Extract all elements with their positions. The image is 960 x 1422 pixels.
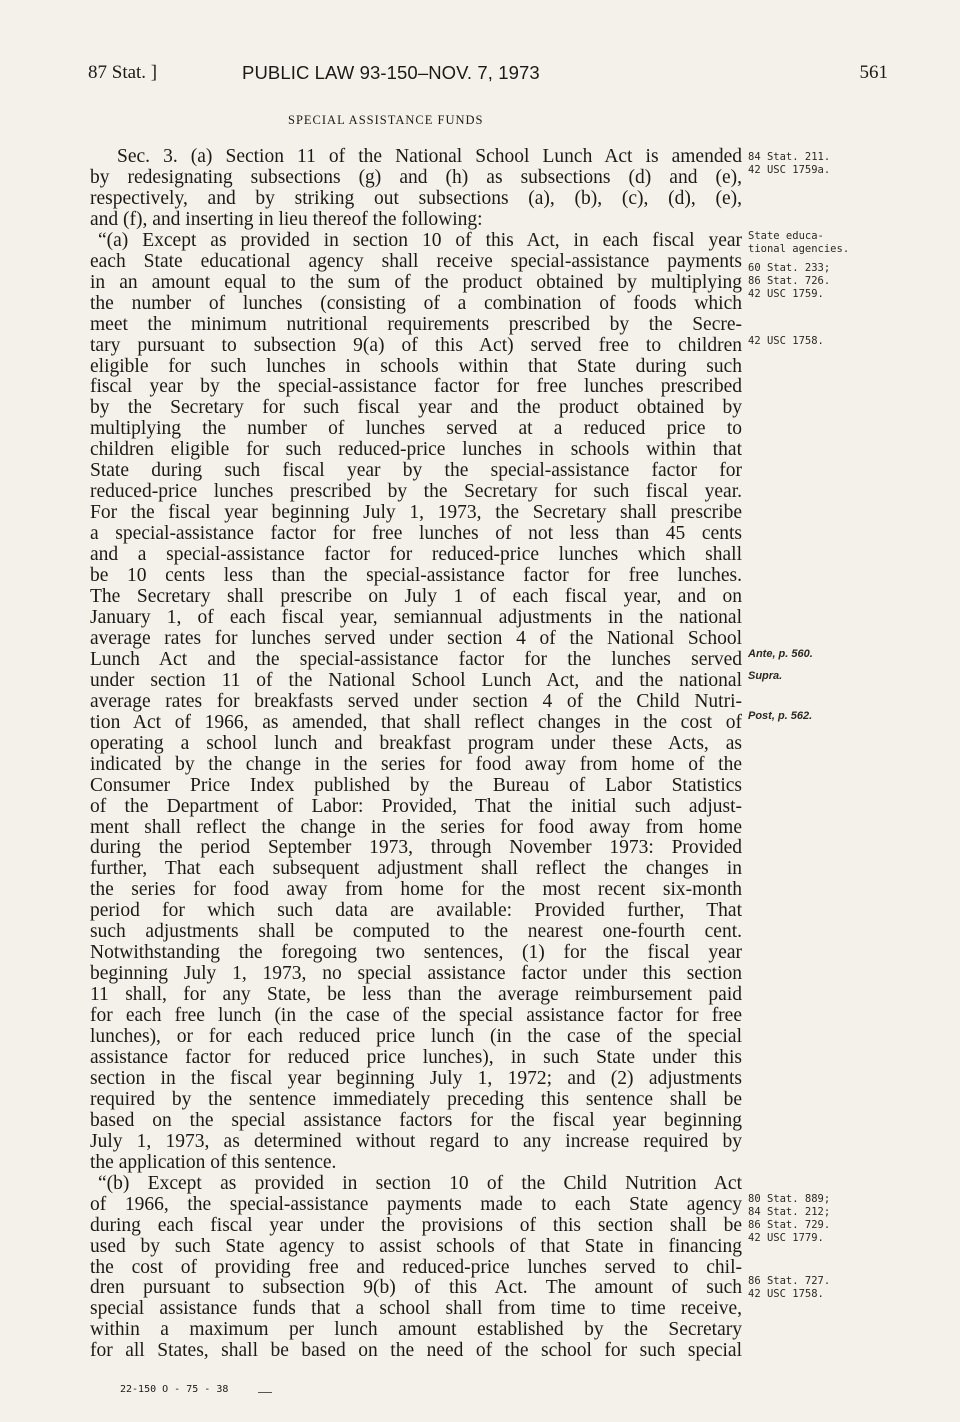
margin-note — [748, 262, 830, 301]
margin-note — [748, 335, 824, 348]
text-line: ment shall reflect the change in the series for food away from home — [90, 816, 742, 838]
text-line: Notwithstanding the foregoing two sentences, (1) for the fiscal year — [90, 942, 742, 964]
page-number: 561 — [859, 62, 888, 83]
text-line: January 1, of each fiscal year, semiannual adjustments in the national — [90, 606, 742, 628]
text-line: the series for food away from home for the most recent six-month — [90, 879, 742, 901]
text-line: each State educational agency shall receive special-assistance payments — [90, 250, 742, 272]
text-line: multiplying the number of lunches served at a reduced price to — [90, 418, 742, 440]
text-line: period for which such data are available: Provided further, That — [90, 900, 742, 922]
text-line: tary pursuant to subsection 9(a) of this Act) served free to children — [90, 334, 742, 356]
page-title: PUBLIC LAW 93-150–NOV. 7, 1973 — [242, 62, 540, 83]
text-line: for all States, shall be based on the need of the school for such special — [90, 1340, 742, 1362]
text-line: by redesignating subsections (g) and (h) as subsections (d) and (e), — [90, 166, 742, 188]
text-line: assistance factor for reduced price lunches), in such State under this — [90, 1046, 742, 1068]
margin-note-line: 42 USC 1758. — [748, 335, 824, 347]
margin-note-line: Supra. — [748, 670, 783, 682]
text-line: The Secretary shall prescribe on July 1 of each fiscal year, and on — [90, 586, 742, 608]
print-code: 22-150 O - 75 - 38 — [120, 1384, 229, 1395]
text-line: section in the fiscal year beginning July 1, 1972; and (2) adjustments — [90, 1067, 742, 1089]
text-line: by the Secretary for such fiscal year and the product obtained by — [90, 397, 742, 419]
text-line: the number of lunches (consisting of a combination of foods which — [90, 292, 742, 314]
statute-volume: 87 Stat. ] — [88, 62, 158, 83]
text-line: Sec. 3. (a) Section 11 of the National School Lunch Act is amended — [117, 146, 742, 167]
text-line: average rates for breakfasts served under section 4 of the Child Nutri- — [90, 690, 742, 712]
text-line: operating a school lunch and breakfast program under these Acts, as — [90, 732, 742, 754]
text-line: reduced-price lunches prescribed by the Secretary for such fiscal year. — [90, 481, 742, 503]
text-line: in an amount equal to the sum of the product obtained by multiplying — [90, 271, 742, 293]
page-header — [88, 62, 888, 86]
text-line: indicated by the change in the series for food away from home of the — [90, 753, 742, 775]
text-line: beginning July 1, 1973, no special assistance factor under this section — [90, 963, 742, 985]
margin-note-line: 42 USC 1759. — [748, 288, 824, 300]
section-heading: SPECIAL ASSISTANCE FUNDS — [288, 113, 484, 127]
text-line: For the fiscal year beginning July 1, 1973, the Secretary shall prescribe — [90, 502, 742, 524]
margin-note-line: State educa- — [748, 230, 824, 242]
body-text — [90, 147, 742, 1362]
text-line: of 1966, the special-assistance payments made to each State agency — [90, 1193, 742, 1215]
text-line: respectively, and by striking out subsections (a), (b), (c), (d), (e), — [90, 187, 742, 209]
text-line: during the period September 1973, through November 1973: Provided — [90, 837, 742, 859]
text-line: required by the sentence immediately preceding this sentence shall be — [90, 1088, 742, 1110]
text-line: July 1, 1973, as determined without regard to any increase required by — [90, 1130, 742, 1152]
text-line: “(b) Except as provided in section 10 of the Child Nutrition Act — [98, 1172, 742, 1194]
margin-note — [748, 151, 830, 177]
margin-note-line: 42 USC 1779. — [748, 1232, 824, 1244]
margin-note — [748, 1193, 830, 1245]
text-line: eligible for such lunches in schools within that State during such — [90, 355, 742, 377]
margin-note-line: Ante, p. 560. — [748, 648, 813, 660]
text-line: lunches), or for each reduced price lunch (in the case of the special — [90, 1026, 742, 1048]
text-line: such adjustments shall be computed to the nearest one-fourth cent. — [90, 921, 742, 943]
margin-note-line: 42 USC 1759a. — [748, 164, 831, 176]
margin-note-line: 42 USC 1758. — [748, 1288, 824, 1300]
text-line: fiscal year by the special-assistance factor for free lunches prescribed — [90, 376, 742, 398]
margin-note-line: 80 Stat. 889; — [748, 1193, 831, 1205]
text-line: based on the special assistance factors for the fiscal year beginning — [90, 1109, 742, 1131]
text-line: 11 shall, for any State, be less than the average reimbursement paid — [90, 984, 742, 1006]
text-line: special assistance funds that a school shall from time to time receive, — [90, 1298, 742, 1320]
text-line: for each free lunch (in the case of the special assistance factor for free — [90, 1005, 742, 1027]
text-line: tion Act of 1966, as amended, that shall reflect changes in the cost of — [90, 711, 742, 733]
print-mark — [258, 1392, 272, 1393]
margin-note-line: 86 Stat. 726. — [748, 275, 831, 287]
margin-note-line: 86 Stat. 727. — [748, 1275, 831, 1287]
margin-note-line: Post, p. 562. — [748, 710, 813, 722]
margin-note-line: 86 Stat. 729. — [748, 1219, 831, 1231]
text-line: further, That each subsequent adjustment shall reflect the changes in — [90, 858, 742, 880]
margin-note — [748, 648, 813, 661]
margin-note — [748, 230, 849, 256]
text-line: and (f), and inserting in lieu thereof the following: — [90, 208, 483, 230]
text-line: during each fiscal year under the provisions of this section shall be — [90, 1214, 742, 1236]
text-line: dren pursuant to subsection 9(b) of this Act. The amount of such — [90, 1277, 742, 1299]
text-line: used by such State agency to assist schools of that State in financing — [90, 1235, 742, 1257]
text-line: under section 11 of the National School Lunch Act, and the national — [90, 669, 742, 691]
text-line: State during such fiscal year by the special-assistance factor for — [90, 460, 742, 482]
margin-note-line: tional agencies. — [748, 243, 850, 255]
text-line: the cost of providing free and reduced-price lunches served to chil- — [90, 1256, 742, 1278]
text-line: meet the minimum nutritional requirements prescribed by the Secre- — [90, 313, 742, 335]
text-line: of the Department of Labor: Provided, That the initial such adjust- — [90, 795, 742, 817]
text-line: average rates for lunches served under section 4 of the National School — [90, 627, 742, 649]
text-line: the application of this sentence. — [90, 1151, 337, 1173]
text-line: “(a) Except as provided in section 10 of this Act, in each fiscal year — [98, 229, 742, 251]
text-line: within a maximum per lunch amount established by the Secretary — [90, 1319, 742, 1341]
margin-note — [748, 670, 782, 683]
margin-note-line: 84 Stat. 212; — [748, 1206, 831, 1218]
margin-note — [748, 1275, 830, 1301]
text-line: be 10 cents less than the special-assistance factor for free lunches. — [90, 565, 742, 587]
text-line: children eligible for such reduced-price lunches in schools within that — [90, 439, 742, 461]
text-line: Lunch Act and the special-assistance factor for the lunches served — [90, 648, 742, 670]
margin-note-line: 60 Stat. 233; — [748, 262, 831, 274]
text-line: Consumer Price Index published by the Bureau of Labor Statistics — [90, 774, 742, 796]
text-line: and a special-assistance factor for reduced-price lunches which shall — [90, 544, 742, 566]
text-line: a special-assistance factor for free lunches of not less than 45 cents — [90, 523, 742, 545]
margin-note — [748, 710, 812, 723]
margin-note-line: 84 Stat. 211. — [748, 151, 831, 163]
